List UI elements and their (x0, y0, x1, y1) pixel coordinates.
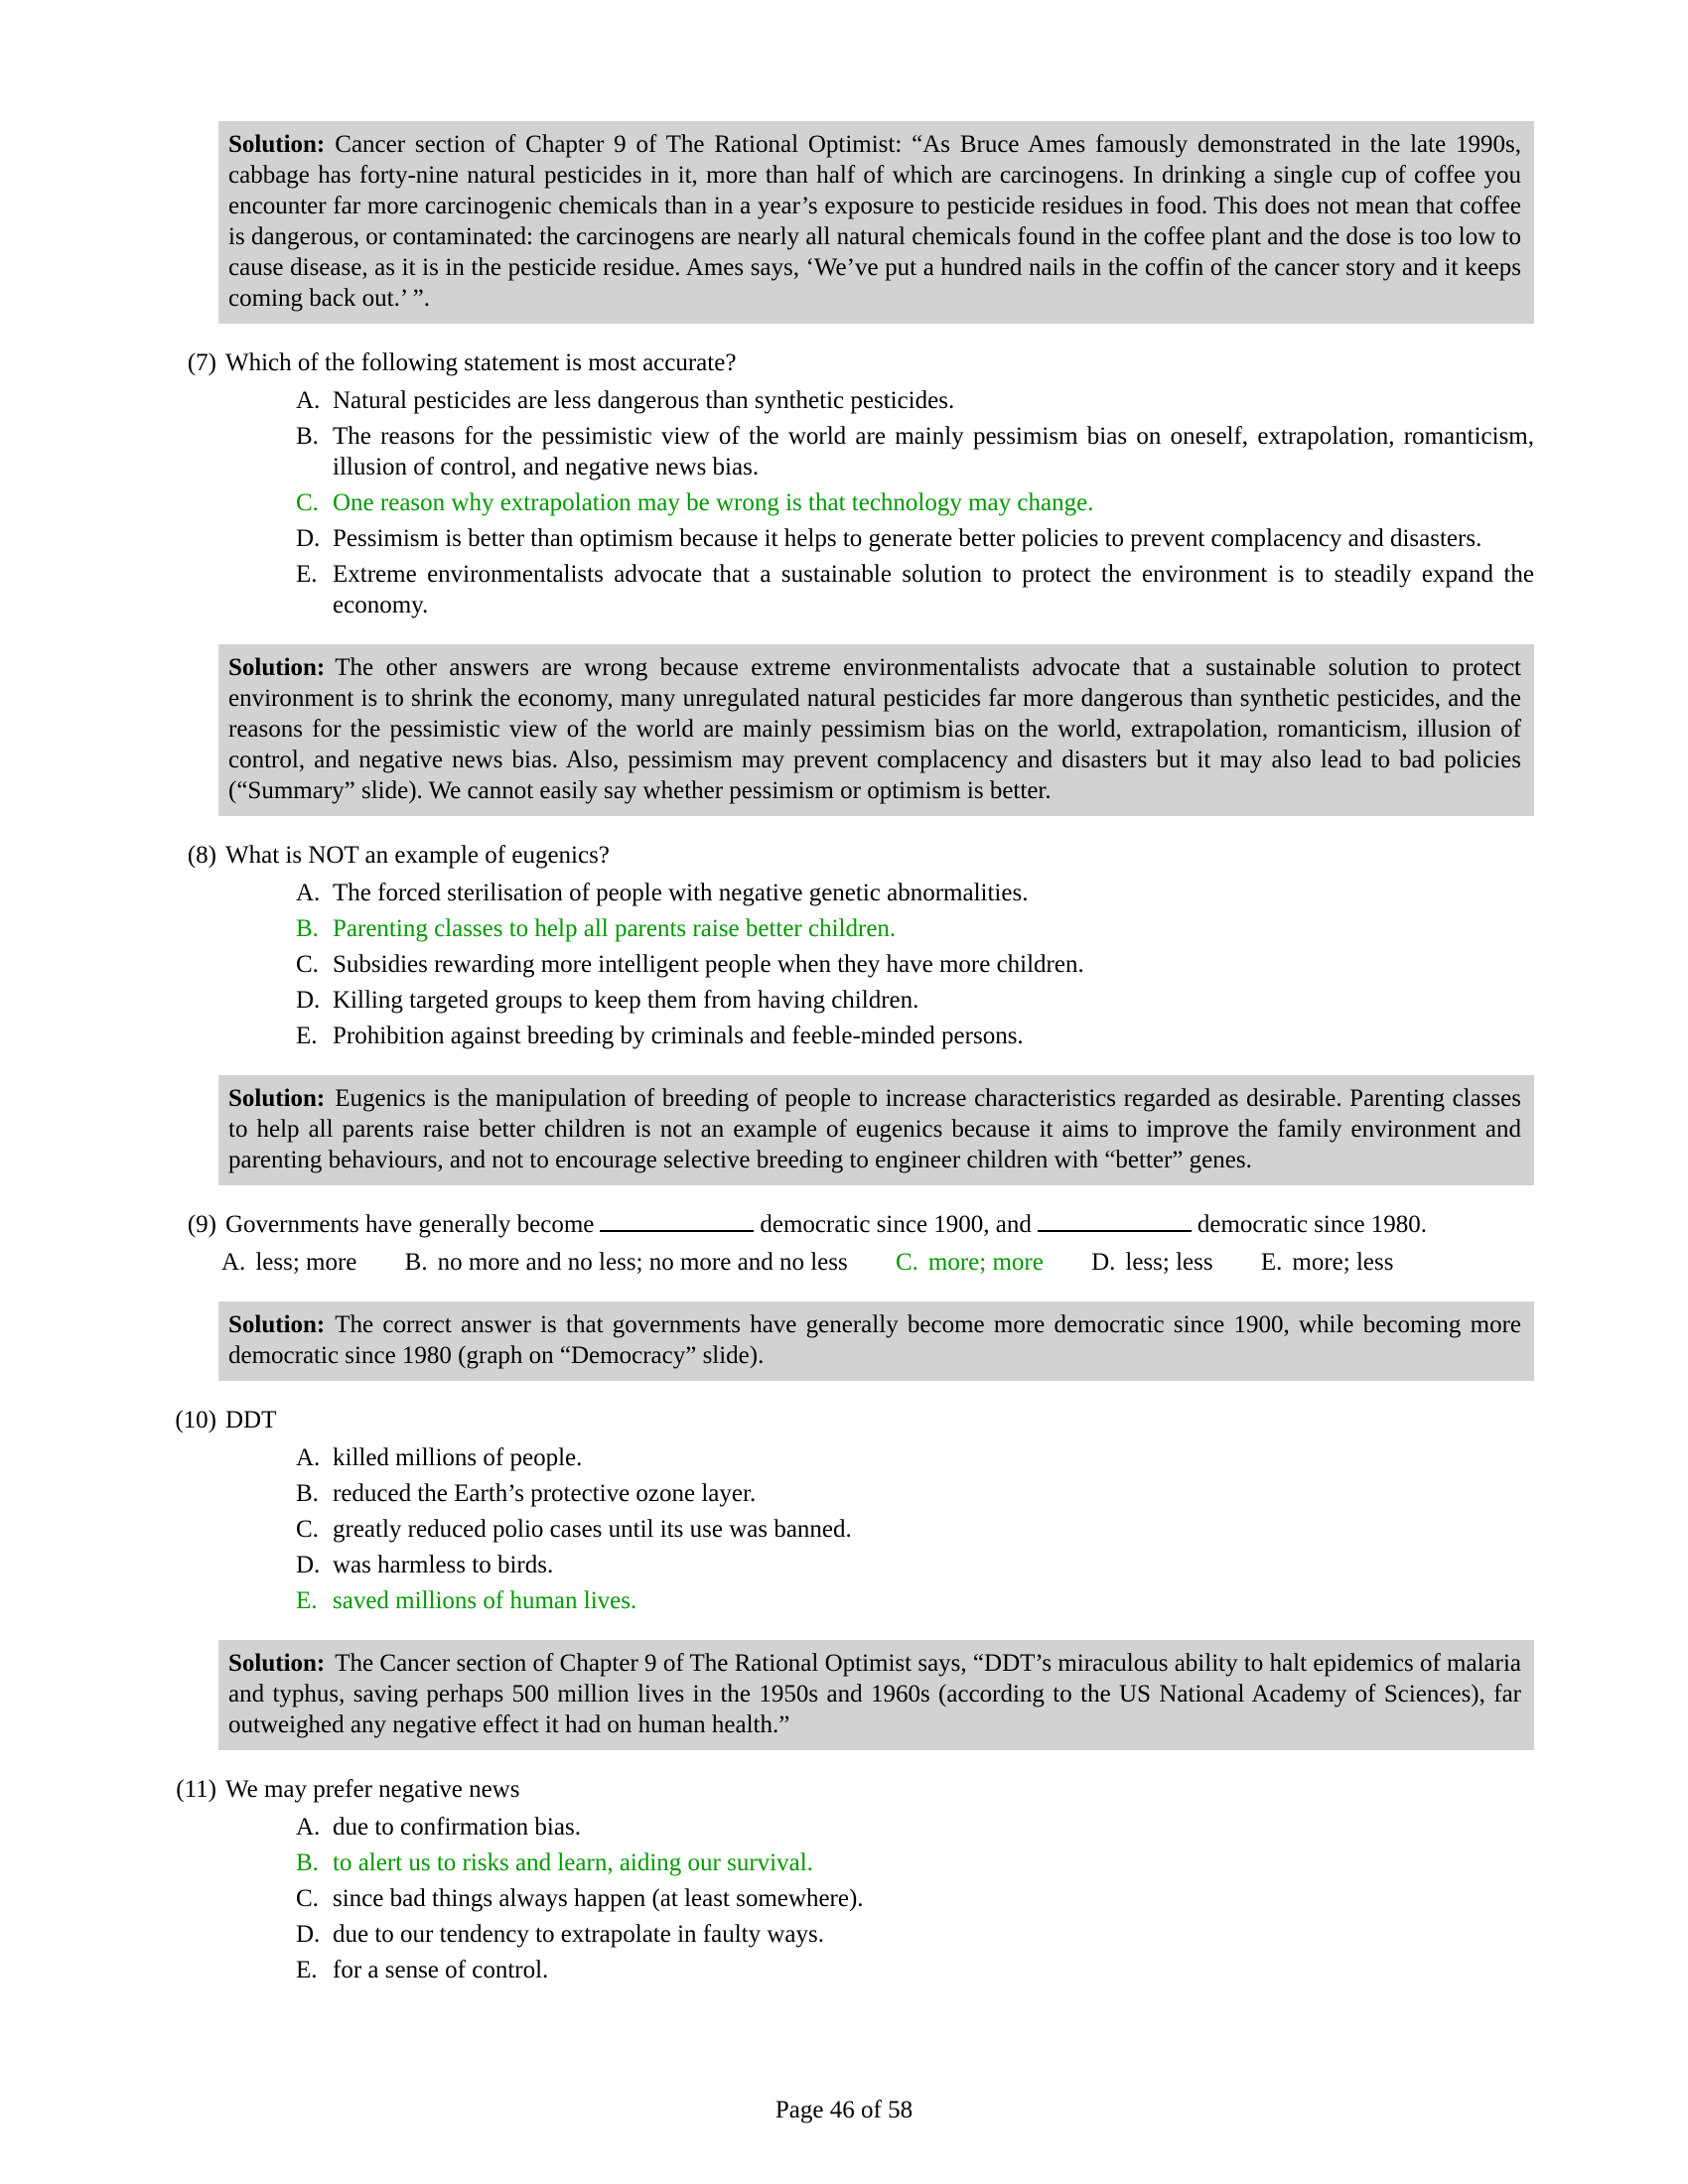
question-text (225, 1209, 1534, 1240)
option-text: less; more (255, 1249, 357, 1276)
option-label: D. (296, 1921, 321, 1948)
option-item (296, 385, 1534, 416)
option-label: B. (296, 1480, 319, 1507)
blank-line (1038, 1229, 1192, 1232)
option-label: C. (296, 951, 319, 978)
blank-line (600, 1229, 754, 1232)
question-number: (11) (176, 1776, 216, 1803)
option-label: A. (296, 1814, 321, 1841)
option-label: B. (404, 1249, 428, 1276)
solution-block-q7 (218, 644, 1534, 816)
option-label: B. (296, 915, 319, 942)
option-text: killed millions of people. (333, 1444, 583, 1471)
solution-block-q9 (218, 1301, 1534, 1381)
question-text-part: Governments have generally become (225, 1211, 595, 1238)
option-text: Natural pesticides are less dangerous than synthetic pesticides. (333, 387, 955, 414)
options-inline-list (221, 1247, 1534, 1278)
document-page-content (169, 121, 1534, 1985)
option-text: was harmless to birds. (333, 1552, 554, 1578)
option-text: Subsidies rewarding more intelligent people when they have more children. (333, 951, 1084, 978)
solution-text: Cancer section of Chapter 9 of The Rational Optimist: “As Bruce Ames famously demonstrated in the late 1990s, cabbage has forty-nine natural pesticides in it, more than half of which are carcinogens. In drinking a single cup of coffee you encounter far more carcinogenic chemicals than in a year’s exposure to pesticide residues in food. This does not mean that coffee is dangerous, or contaminated: the carcinogens are nearly all natural chemicals found in the coffee plant and the dose is too low to cause disease, as it is in the pesticide residue. Ames says, ‘We’ve put a hundred nails in the coffin of the cancer story and it keeps coming back out.’ ”. (228, 131, 1521, 312)
solution-label: Solution: (228, 131, 326, 158)
option-text: since bad things always happen (at least somewhere). (333, 1885, 864, 1912)
option-label: C. (895, 1249, 918, 1276)
option-item (221, 1247, 356, 1278)
solution-text: Eugenics is the manipulation of breeding of people to increase characteristics regarded as desirable. Parenting classes to help all parents raise better children is not an example of eugenics because it aims to improve the family environment and parenting behaviours, and not to encourage selective breeding to engineer children with “better” genes. (228, 1085, 1521, 1173)
option-label: B. (296, 423, 319, 450)
option-label: A. (296, 387, 321, 414)
question-text: DDT (225, 1407, 277, 1433)
option-label: C. (296, 1516, 319, 1543)
option-label: D. (296, 987, 321, 1014)
question-text: We may prefer negative news (225, 1776, 520, 1803)
option-text: due to confirmation bias. (333, 1814, 581, 1841)
option-item (296, 1550, 1534, 1580)
solution-text: The Cancer section of Chapter 9 of The Rational Optimist says, “DDT’s miraculous ability to halt epidemics of malaria and typhus, saving perhaps 500 million lives in the 1950s and 1960s (according to the US National Academy of Sciences), far outweighed any negative effect it had on human health.” (228, 1650, 1521, 1738)
question-number: (7) (187, 349, 216, 376)
option-item (296, 1812, 1534, 1843)
option-item-correct (296, 1847, 1534, 1878)
option-label: E. (296, 1957, 318, 1983)
option-item (296, 1442, 1534, 1473)
option-item (296, 949, 1534, 980)
option-item-correct (896, 1247, 1044, 1278)
question-text-part: democratic since 1900, and (760, 1211, 1032, 1238)
option-item (296, 1883, 1534, 1914)
question-number: (9) (187, 1211, 216, 1238)
option-item (296, 523, 1534, 554)
option-label: E. (1260, 1249, 1283, 1276)
options-list (169, 878, 1534, 1051)
question-8 (169, 840, 1534, 1051)
option-item-correct (296, 487, 1534, 518)
option-text: Prohibition against breeding by criminals and feeble-minded persons. (333, 1023, 1024, 1049)
solution-block-q8 (218, 1075, 1534, 1185)
question-number: (8) (187, 842, 216, 869)
question-9 (169, 1209, 1534, 1278)
option-text: saved millions of human lives. (333, 1587, 637, 1614)
option-text: no more and no less; no more and no less (437, 1249, 848, 1276)
option-label: A. (221, 1249, 246, 1276)
option-item (296, 985, 1534, 1016)
option-label: D. (1091, 1249, 1116, 1276)
option-item (296, 1478, 1534, 1509)
solution-text: The correct answer is that governments have generally become more democratic since 1900, while becoming more democratic since 1980 (graph on “Democracy” slide). (228, 1311, 1521, 1369)
options-list (169, 1812, 1534, 1985)
option-item (296, 878, 1534, 908)
option-item-correct (296, 1585, 1534, 1616)
option-item (1261, 1247, 1394, 1278)
option-text: more; more (927, 1249, 1044, 1276)
option-label: D. (296, 525, 321, 552)
solution-label: Solution: (228, 1311, 326, 1338)
solution-label: Solution: (228, 654, 326, 681)
option-item (1091, 1247, 1213, 1278)
option-item (296, 1514, 1534, 1545)
solution-text: The other answers are wrong because extreme environmentalists advocate that a sustainable solution to protect environment is to shrink the economy, many unregulated natural pesticides far more dangerous than synthetic pesticides, and the reasons for the pessimistic view of the world are mainly pessimism bias on the world, extrapolation, romanticism, illusion of control, and negative news bias. Also, pessimism may prevent complacency and disasters but it may also lead to bad policies (“Summary” slide). We cannot easily say whether pessimism or optimism is better. (228, 654, 1521, 804)
question-11 (169, 1774, 1534, 1985)
solution-label: Solution: (228, 1085, 326, 1112)
option-text: Parenting classes to help all parents raise better children. (333, 915, 897, 942)
option-text: Extreme environmentalists advocate that a sustainable solution to protect the environment is to steadily expand the economy. (333, 561, 1534, 618)
option-text: The forced sterilisation of people with negative genetic abnormalities. (333, 880, 1029, 906)
option-text: less; less (1125, 1249, 1213, 1276)
option-text: Killing targeted groups to keep them from having children. (333, 987, 919, 1014)
option-label: E. (296, 561, 318, 588)
option-item (296, 421, 1534, 482)
option-label: C. (296, 1885, 319, 1912)
options-list (169, 1442, 1534, 1616)
option-label: A. (296, 880, 321, 906)
solution-block-q10 (218, 1640, 1534, 1750)
question-7 (169, 347, 1534, 620)
options-list (169, 385, 1534, 620)
solution-label: Solution: (228, 1650, 326, 1677)
question-text: Which of the following statement is most accurate? (225, 349, 737, 376)
option-text: greatly reduced polio cases until its use was banned. (333, 1516, 852, 1543)
option-item (296, 1021, 1534, 1051)
option-text: to alert us to risks and learn, aiding our survival. (333, 1849, 813, 1876)
option-text: The reasons for the pessimistic view of the world are mainly pessimism bias on oneself, extrapolation, romanticism, illusion of control, and negative news bias. (333, 423, 1534, 480)
option-item (296, 1955, 1534, 1985)
option-label: C. (296, 489, 319, 516)
page-footer: Page 46 of 58 (774, 2097, 914, 2123)
solution-block-q6 (218, 121, 1534, 324)
option-item (405, 1247, 848, 1278)
option-label: A. (296, 1444, 321, 1471)
option-label: B. (296, 1849, 319, 1876)
question-10 (169, 1405, 1534, 1616)
question-text-part: democratic since 1980. (1196, 1211, 1428, 1238)
option-label: D. (296, 1552, 321, 1578)
option-text: One reason why extrapolation may be wrong is that technology may change. (333, 489, 1094, 516)
option-text: reduced the Earth’s protective ozone layer. (333, 1480, 757, 1507)
option-item (296, 559, 1534, 620)
option-label: E. (296, 1587, 318, 1614)
option-item (296, 1919, 1534, 1950)
question-text: What is NOT an example of eugenics? (225, 842, 610, 869)
option-label: E. (296, 1023, 318, 1049)
option-text: more; less (1292, 1249, 1394, 1276)
option-text: Pessimism is better than optimism because it helps to generate better policies to prevent complacency and disasters. (333, 525, 1482, 552)
question-number: (10) (175, 1407, 216, 1433)
option-text: due to our tendency to extrapolate in faulty ways. (333, 1921, 824, 1948)
option-text: for a sense of control. (333, 1957, 549, 1983)
option-item-correct (296, 913, 1534, 944)
